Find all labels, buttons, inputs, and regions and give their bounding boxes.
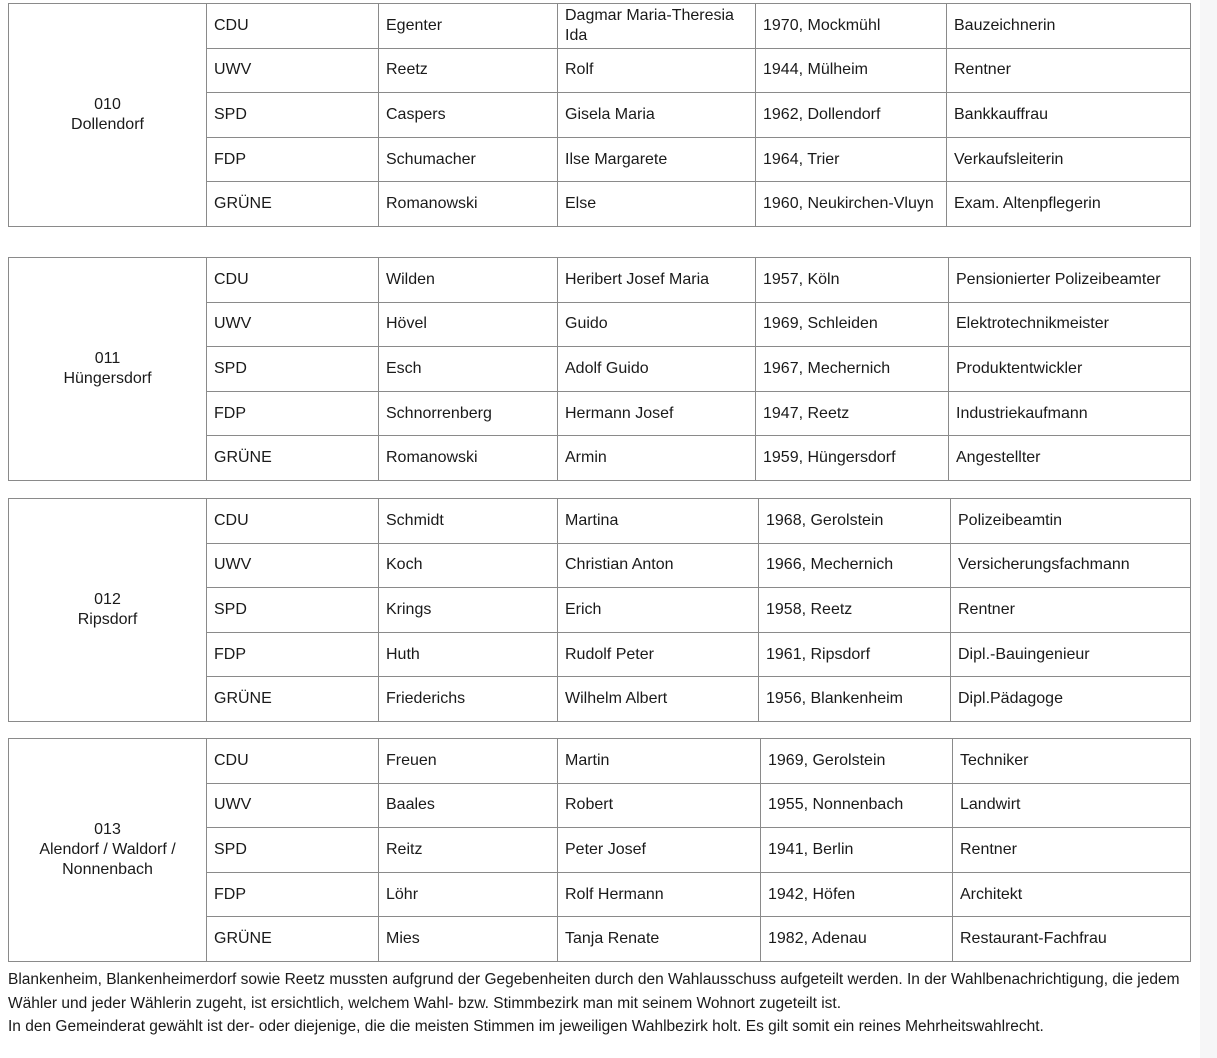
party-cell: CDU: [207, 739, 379, 784]
district-number: 013: [94, 820, 121, 838]
firstname-cell: Heribert Josef Maria: [558, 258, 756, 303]
table-row: [9, 4, 1191, 49]
occupation-cell: Dipl.Pädagoge: [951, 677, 1191, 722]
surname-cell: Mies: [379, 917, 558, 962]
surname-cell: Friederichs: [379, 677, 558, 722]
party-cell: CDU: [207, 4, 379, 49]
surname-cell: Huth: [379, 632, 558, 677]
district-table-013: [8, 738, 1191, 962]
occupation-cell: Industriekaufmann: [949, 391, 1191, 436]
district-number: 011: [94, 349, 121, 367]
district-cell: [9, 739, 207, 962]
district-cell: [9, 4, 207, 227]
district-cell: [9, 258, 207, 481]
district-table-012: [8, 498, 1191, 722]
page-edge: [1200, 0, 1217, 1058]
firstname-cell: Adolf Guido: [558, 347, 756, 392]
occupation-cell: Pensionierter Polizeibeamter: [949, 258, 1191, 303]
occupation-cell: Restaurant-Fachfrau: [953, 917, 1191, 962]
party-cell: FDP: [207, 632, 379, 677]
surname-cell: Löhr: [379, 872, 558, 917]
firstname-cell: Martin: [558, 739, 761, 784]
party-cell: SPD: [207, 828, 379, 873]
birth-cell: 1955, Nonnenbach: [761, 783, 953, 828]
occupation-cell: Rentner: [953, 828, 1191, 873]
surname-cell: Reetz: [379, 48, 558, 93]
firstname-cell: Martina: [558, 499, 759, 544]
firstname-cell: Erich: [558, 588, 759, 633]
party-cell: FDP: [207, 391, 379, 436]
occupation-cell: Exam. Altenpflegerin: [947, 182, 1191, 227]
occupation-cell: Polizeibeamtin: [951, 499, 1191, 544]
birth-cell: 1944, Mülheim: [756, 48, 947, 93]
footer-paragraph: Blankenheim, Blankenheimerdorf sowie Reetz mussten aufgrund der Gegebenheiten durch den Wahlausschuss aufgeteilt werden. In der Wahlbenachrichtigung, die jedem Wähler und jeder Wählerin zugeht, ist ersichtlich, welchem Wahl- bzw. Stimmbezirk man mit seinem Wohnort zugeteilt ist.: [8, 971, 1180, 1012]
birth-cell: 1967, Mechernich: [756, 347, 949, 392]
birth-cell: 1941, Berlin: [761, 828, 953, 873]
footer-paragraph: In den Gemeinderat gewählt ist der- oder diejenige, die die meisten Stimmen im jeweiligen Wahlbezirk holt. Es gilt somit ein reines Mehrheitswahlrecht.: [8, 1018, 1044, 1035]
party-cell: FDP: [207, 872, 379, 917]
party-cell: UWV: [207, 543, 379, 588]
surname-cell: Schumacher: [379, 137, 558, 182]
occupation-cell: Techniker: [953, 739, 1191, 784]
firstname-cell: Dagmar Maria-Theresia Ida: [558, 4, 756, 49]
firstname-cell: Ilse Margarete: [558, 137, 756, 182]
birth-cell: 1959, Hüngersdorf: [756, 436, 949, 481]
party-cell: FDP: [207, 137, 379, 182]
occupation-cell: Landwirt: [953, 783, 1191, 828]
birth-cell: 1960, Neukirchen-Vluyn: [756, 182, 947, 227]
surname-cell: Krings: [379, 588, 558, 633]
surname-cell: Hövel: [379, 302, 558, 347]
firstname-cell: Rolf Hermann: [558, 872, 761, 917]
firstname-cell: Rolf: [558, 48, 756, 93]
surname-cell: Wilden: [379, 258, 558, 303]
party-cell: SPD: [207, 93, 379, 138]
firstname-cell: Rudolf Peter: [558, 632, 759, 677]
surname-cell: Reitz: [379, 828, 558, 873]
surname-cell: Egenter: [379, 4, 558, 49]
firstname-cell: Hermann Josef: [558, 391, 756, 436]
occupation-cell: Angestellter: [949, 436, 1191, 481]
party-cell: CDU: [207, 258, 379, 303]
firstname-cell: Peter Josef: [558, 828, 761, 873]
table-row: [9, 739, 1191, 784]
birth-cell: 1942, Höfen: [761, 872, 953, 917]
surname-cell: Baales: [379, 783, 558, 828]
surname-cell: Schnorrenberg: [379, 391, 558, 436]
surname-cell: Esch: [379, 347, 558, 392]
occupation-cell: Produktentwickler: [949, 347, 1191, 392]
district-table-010: [8, 3, 1191, 227]
district-name: Hüngersdorf: [63, 369, 152, 387]
birth-cell: 1969, Gerolstein: [761, 739, 953, 784]
district-number: 010: [94, 95, 121, 113]
firstname-cell: Gisela Maria: [558, 93, 756, 138]
birth-cell: 1966, Mechernich: [759, 543, 951, 588]
birth-cell: 1961, Ripsdorf: [759, 632, 951, 677]
firstname-cell: Guido: [558, 302, 756, 347]
occupation-cell: Bauzeichnerin: [947, 4, 1191, 49]
party-cell: UWV: [207, 48, 379, 93]
surname-cell: Caspers: [379, 93, 558, 138]
occupation-cell: Verkaufsleiterin: [947, 137, 1191, 182]
party-cell: SPD: [207, 347, 379, 392]
party-cell: UWV: [207, 783, 379, 828]
occupation-cell: Rentner: [947, 48, 1191, 93]
party-cell: UWV: [207, 302, 379, 347]
footer-notes: [8, 968, 1193, 1039]
district-name: Alendorf / Waldorf / Nonnenbach: [39, 840, 176, 878]
district-table-011: [8, 257, 1191, 481]
occupation-cell: Bankkauffrau: [947, 93, 1191, 138]
birth-cell: 1982, Adenau: [761, 917, 953, 962]
surname-cell: Romanowski: [379, 436, 558, 481]
table-row: [9, 258, 1191, 303]
surname-cell: Romanowski: [379, 182, 558, 227]
party-cell: GRÜNE: [207, 677, 379, 722]
birth-cell: 1970, Mockmühl: [756, 4, 947, 49]
birth-cell: 1956, Blankenheim: [759, 677, 951, 722]
firstname-cell: Christian Anton: [558, 543, 759, 588]
district-cell: [9, 499, 207, 722]
occupation-cell: Architekt: [953, 872, 1191, 917]
firstname-cell: Tanja Renate: [558, 917, 761, 962]
party-cell: GRÜNE: [207, 917, 379, 962]
district-name: Dollendorf: [71, 115, 144, 133]
birth-cell: 1957, Köln: [756, 258, 949, 303]
birth-cell: 1958, Reetz: [759, 588, 951, 633]
occupation-cell: Dipl.-Bauingenieur: [951, 632, 1191, 677]
firstname-cell: Armin: [558, 436, 756, 481]
occupation-cell: Versicherungsfachmann: [951, 543, 1191, 588]
party-cell: CDU: [207, 499, 379, 544]
birth-cell: 1962, Dollendorf: [756, 93, 947, 138]
birth-cell: 1969, Schleiden: [756, 302, 949, 347]
firstname-cell: Wilhelm Albert: [558, 677, 759, 722]
surname-cell: Koch: [379, 543, 558, 588]
table-row: [9, 499, 1191, 544]
party-cell: GRÜNE: [207, 182, 379, 227]
occupation-cell: Elektrotechnikmeister: [949, 302, 1191, 347]
party-cell: SPD: [207, 588, 379, 633]
firstname-cell: Else: [558, 182, 756, 227]
party-cell: GRÜNE: [207, 436, 379, 481]
surname-cell: Freuen: [379, 739, 558, 784]
birth-cell: 1968, Gerolstein: [759, 499, 951, 544]
occupation-cell: Rentner: [951, 588, 1191, 633]
surname-cell: Schmidt: [379, 499, 558, 544]
birth-cell: 1947, Reetz: [756, 391, 949, 436]
district-number: 012: [94, 590, 121, 608]
birth-cell: 1964, Trier: [756, 137, 947, 182]
district-name: Ripsdorf: [77, 610, 138, 628]
firstname-cell: Robert: [558, 783, 761, 828]
